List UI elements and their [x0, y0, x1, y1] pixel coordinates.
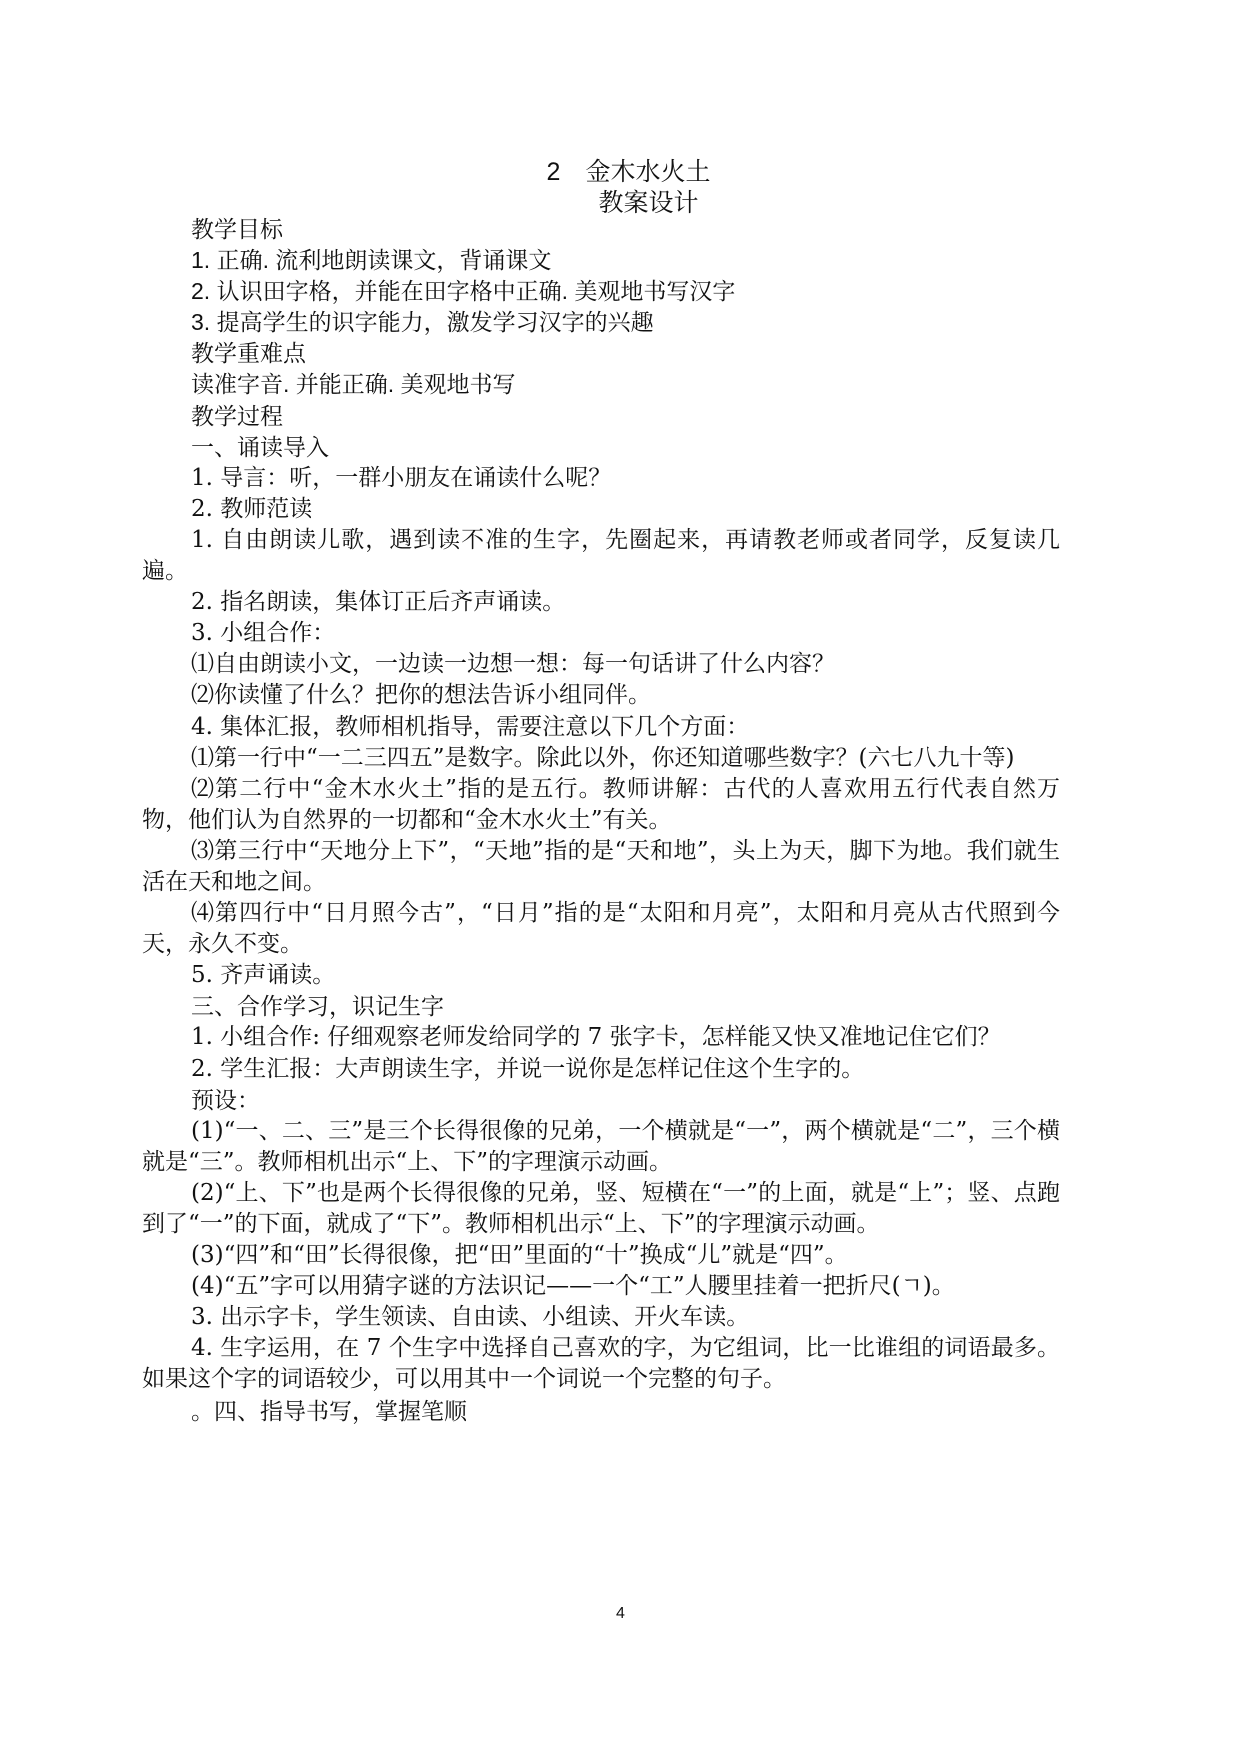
paragraph: 2. 教师范读 [191, 495, 313, 522]
heading-objectives: 教学目标 [191, 216, 283, 242]
paragraph: (4)“五”字可以用猜字谜的方法识记——一个“工”人腰里挂着一把折尺(ㄱ)。 [191, 1273, 955, 1300]
paragraph: 1. 导言：听，一群小朋友在诵读什么呢？ [191, 464, 612, 491]
paragraph: ⑷第四行中“日月照今古”，“日月”指的是“太阳和月亮”，太阳和月亮从古代照到今天，永久不变。 [142, 900, 1060, 958]
paragraph: 1. 自由朗读儿歌，遇到读不准的生字，先圈起来，再请教老师或者同学，反复读几遍。 [142, 526, 1060, 585]
paragraph: 2. 学生汇报：大声朗读生字，并说一说你是怎样记住这个生字的。 [191, 1055, 865, 1082]
page-number: 4 [616, 1605, 625, 1622]
document-title: 2 金木水火土 [546, 158, 711, 186]
paragraph: 4. 集体汇报，教师相机指导，需要注意以下几个方面： [191, 713, 750, 740]
paragraph: 5. 齐声诵读。 [191, 962, 336, 989]
paragraph: 1. 小组合作: 仔细观察老师发给同学的 7 张字卡，怎样能又快又准地记住它们？ [191, 1024, 1001, 1051]
section-heading: 一、诵读导入 [191, 433, 329, 460]
paragraph: ⑴第一行中“一二三四五”是数字。除此以外，你还知道哪些数字？(六七八九十等) [191, 744, 1015, 771]
objective-1: 1. 正确. 流利地朗读课文，背诵课文 [191, 247, 552, 274]
section-heading: 。四、指导书写，掌握笔顺 [191, 1397, 467, 1424]
paragraph: 3. 小组合作： [191, 620, 336, 647]
paragraph: 2. 指名朗读，集体订正后齐声诵读。 [191, 589, 566, 616]
document-body [142, 214, 1060, 1427]
paragraph: (3)“四”和“田”长得很像，把“田”里面的“十”换成“儿”就是“四”。 [191, 1242, 848, 1269]
paragraph: (1)“一、二、三”是三个长得很像的兄弟，一个横就是“一”，两个横就是“二”，三个横就是“三”。教师相机出示“上、下”的字理演示动画。 [142, 1117, 1060, 1175]
document-subtitle: 教案设计 [598, 189, 699, 217]
paragraph: (2)“上、下”也是两个长得很像的兄弟，竖、短横在“一”的上面，就是“上”；竖、点跑到了“一”的下面，就成了“下”。教师相机出示“上、下”的字理演示动画。 [142, 1179, 1060, 1237]
paragraph: 3. 出示字卡，学生领读、自由读、小组读、开火车读。 [191, 1304, 750, 1331]
section-heading: 三、合作学习，识记生字 [191, 993, 444, 1020]
preset-label: 预设： [191, 1086, 260, 1113]
objective-3: 3. 提高学生的识字能力，激发学习汉字的兴趣 [191, 309, 654, 336]
paragraph: ⑵第二行中“金木水火土”指的是五行。教师讲解：古代的人喜欢用五行代表自然万物，他们认为自然界的一切都和“金木水火土”有关。 [142, 775, 1060, 833]
heading-process: 教学过程 [191, 402, 283, 429]
heading-key-points: 教学重难点 [191, 340, 306, 367]
key-points-text: 读准字音. 并能正确. 美观地书写 [191, 371, 516, 398]
objective-2: 2. 认识田字格，并能在田字格中正确. 美观地书写汉字 [191, 278, 736, 305]
paragraph: ⑴自由朗读小文，一边读一边想一想：每一句话讲了什么内容？ [191, 651, 835, 678]
paragraph: 4. 生字运用，在 7 个生字中选择自己喜欢的字，为它组词，比一比谁组的词语最多。如果这个字的词语较少，可以用其中一个词说一个完整的句子。 [142, 1335, 1060, 1393]
paragraph: ⑶第三行中“天地分上下”，“天地”指的是“天和地”，头上为天，脚下为地。我们就生活在天和地之间。 [142, 837, 1060, 895]
paragraph: ⑵你读懂了什么？把你的想法告诉小组同伴。 [191, 682, 651, 709]
